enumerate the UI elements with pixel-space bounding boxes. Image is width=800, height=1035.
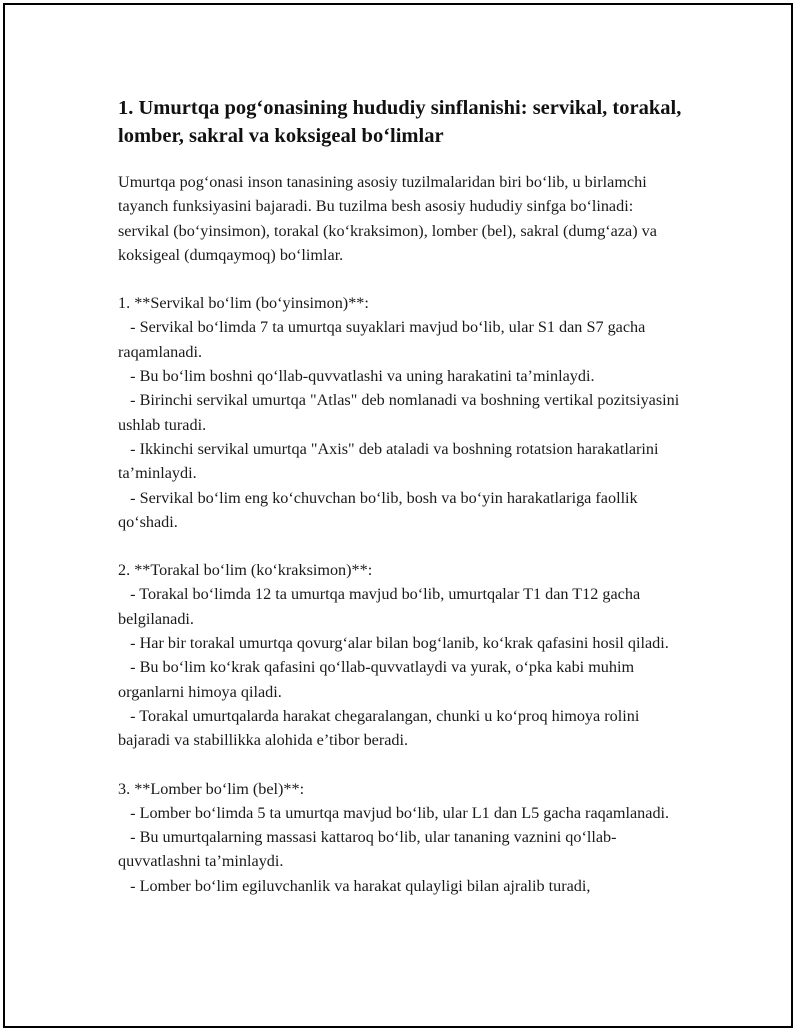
list-item: - Birinchi servikal umurtqa "Atlas" deb nomlanadi va boshning vertikal pozitsiyasini ushlab turadi. (118, 391, 684, 434)
list-item: - Torakal bo‘limda 12 ta umurtqa mavjud bo‘lib, umurtqalar T1 dan T12 gacha belgilanadi. (118, 585, 645, 628)
list-item: - Servikal bo‘limda 7 ta umurtqa suyaklari mavjud bo‘lib, ular S1 dan S7 gacha raqamlanadi. (118, 318, 650, 361)
intro-paragraph: Umurtqa pog‘onasi inson tanasining asosiy tuzilmalaridan biri bo‘lib, u birlamchi tayanch funksiyasini bajaradi. Bu tuzilma besh asosiy hududiy sinfga bo‘linadi: servikal (bo‘yinsimon), torakal (ko‘kraksimon), lomber (bel), sakral (dumg‘aza) va koksigeal (dumqaymoq) bo‘limlar. (118, 173, 657, 264)
list-item: - Ikkinchi servikal umurtqa "Axis" deb ataladi va boshning rotatsion harakatlarini ta’minlaydi. (118, 439, 663, 483)
section-torakal (118, 558, 686, 752)
list-item: - Lomber bo‘lim egiluvchanlik va harakat qulayligi bilan ajralib turadi, (118, 876, 591, 895)
document-body (118, 94, 686, 898)
section-servikal (118, 291, 686, 534)
section-title: 2. **Torakal bo‘lim (ko‘kraksimon)**: (118, 561, 373, 580)
list-item: - Bu umurtqalarning massasi kattaroq bo‘lib, ular tananing vaznini qo‘llab-quvvatlashni ta’minlaydi. (118, 828, 617, 871)
list-item: - Har bir torakal umurtqa qovurg‘alar bilan bog‘lanib, ko‘krak qafasini hosil qiladi. (118, 634, 669, 653)
list-item: - Servikal bo‘lim eng ko‘chuvchan bo‘lib, bosh va bo‘yin harakatlariga faollik qo‘shadi. (118, 488, 642, 531)
section-title: 3. **Lomber bo‘lim (bel)**: (118, 779, 305, 798)
section-title: 1. **Servikal bo‘lim (bo‘yinsimon)**: (118, 294, 369, 313)
document-heading: 1. Umurtqa pog‘onasining hududiy sinflanishi: servikal, torakal, lomber, sakral va koksigeal bo‘limlar (118, 97, 682, 147)
section-lomber (118, 777, 686, 898)
list-item: - Bu bo‘lim ko‘krak qafasini qo‘llab-quvvatlaydi va yurak, o‘pka kabi muhim organlarni himoya qiladi. (118, 658, 639, 701)
list-item: - Bu bo‘lim boshni qo‘llab-quvvatlashi va uning harakatini ta’minlaydi. (118, 367, 595, 386)
list-item: - Torakal umurtqalarda harakat chegaralangan, chunki u ko‘proq himoya rolini bajaradi va stabillikka alohida e’tibor beradi. (118, 706, 644, 750)
list-item: - Lomber bo‘limda 5 ta umurtqa mavjud bo‘lib, ular L1 dan L5 gacha raqamlanadi. (118, 803, 670, 822)
